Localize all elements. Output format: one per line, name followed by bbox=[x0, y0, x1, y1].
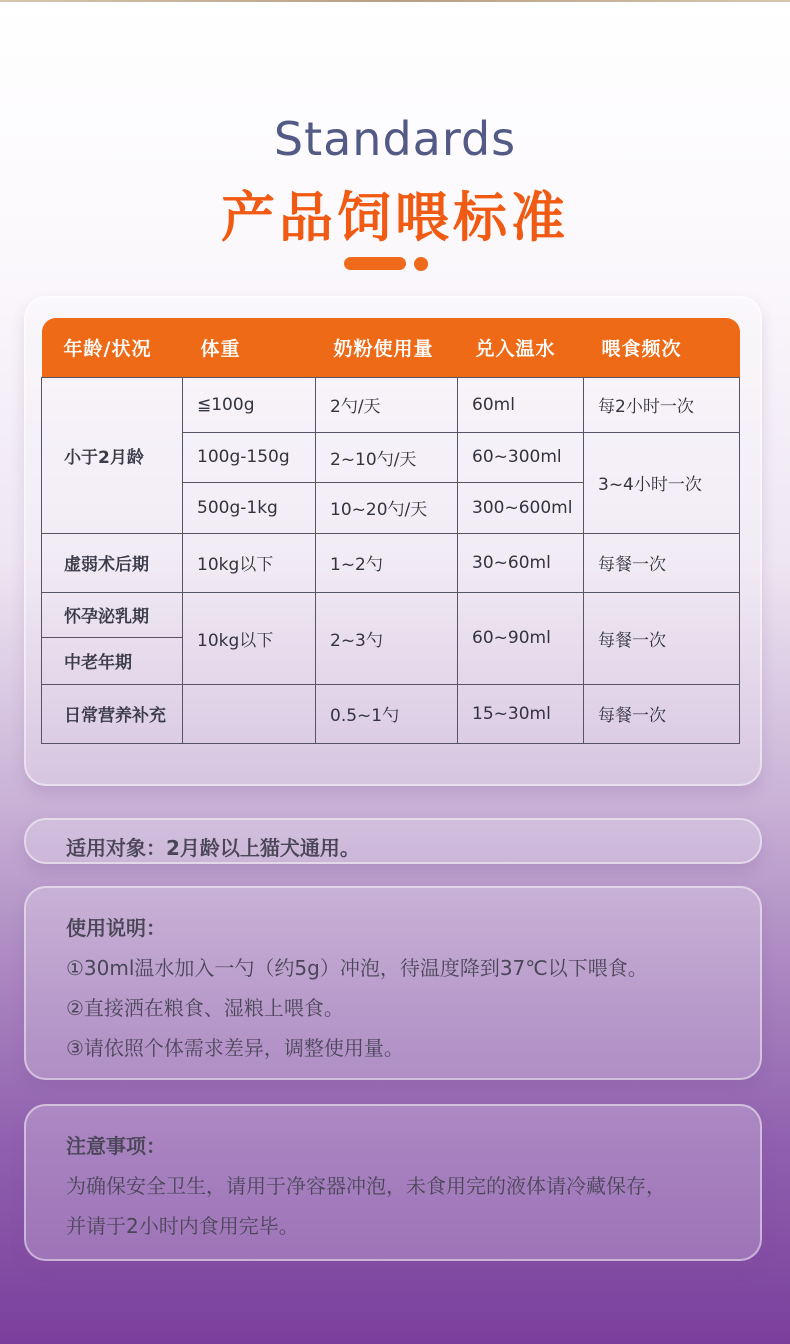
page-title-chinese: 产品饲喂标准 bbox=[221, 186, 569, 249]
cell-frequency: 每餐一次 bbox=[584, 592, 740, 684]
usage-step: ②直接洒在粮食、湿粮上喂食。 bbox=[66, 996, 344, 1020]
cell-amount: 0.5~1勺 bbox=[316, 684, 458, 743]
table-header-row bbox=[42, 318, 740, 377]
cell-category: 虚弱术后期 bbox=[42, 533, 183, 592]
table-row bbox=[42, 684, 740, 743]
table-row bbox=[42, 377, 740, 432]
cell-frequency: 每餐一次 bbox=[584, 684, 740, 743]
cell-amount: 10~20勺/天 bbox=[316, 482, 458, 533]
usage-step: ①30ml温水加入一勺（约5g）冲泡，待温度降到37℃以下喂食。 bbox=[66, 956, 648, 980]
cell-category: 小于2月龄 bbox=[42, 377, 183, 533]
feeding-standards-table bbox=[41, 318, 740, 744]
cell-frequency: 3~4小时一次 bbox=[584, 432, 740, 533]
cell-frequency: 每2小时一次 bbox=[584, 377, 740, 432]
cell-weight: 100g-150g bbox=[183, 432, 316, 482]
header-age-status: 年龄/状况 bbox=[42, 318, 183, 377]
table-row bbox=[42, 533, 740, 592]
cell-amount: 2~10勺/天 bbox=[316, 432, 458, 482]
decorative-bar bbox=[344, 257, 406, 270]
header-feeding-frequency: 喂食频次 bbox=[584, 318, 740, 377]
header-warm-water: 兑入温水 bbox=[458, 318, 584, 377]
notes-line: 并请于2小时内食用完毕。 bbox=[66, 1214, 299, 1238]
notes-title: 注意事项： bbox=[66, 1134, 166, 1158]
cell-water: 30~60ml bbox=[458, 533, 584, 592]
cell-category: 日常营养补充 bbox=[42, 684, 183, 743]
cell-weight: 500g-1kg bbox=[183, 482, 316, 533]
cell-amount: 2~3勺 bbox=[316, 592, 458, 684]
cell-amount: 2勺/天 bbox=[316, 377, 458, 432]
cell-category: 怀孕泌乳期 bbox=[42, 592, 183, 637]
cell-weight: ≦100g bbox=[183, 377, 316, 432]
top-divider-line bbox=[0, 0, 790, 2]
cell-weight: 10kg以下 bbox=[183, 533, 316, 592]
usage-step: ③请依照个体需求差异，调整使用量。 bbox=[66, 1036, 404, 1060]
cell-water: 15~30ml bbox=[458, 684, 584, 743]
cell-frequency: 每餐一次 bbox=[584, 533, 740, 592]
cell-water: 60ml bbox=[458, 377, 584, 432]
header-weight: 体重 bbox=[183, 318, 316, 377]
cell-weight bbox=[183, 684, 316, 743]
page-title-english: Standards bbox=[273, 112, 517, 166]
cell-water: 60~300ml bbox=[458, 432, 584, 482]
cell-category: 中老年期 bbox=[42, 637, 183, 684]
notes-line: 为确保安全卫生，请用于净容器冲泡，未食用完的液体请冷藏保存， bbox=[66, 1174, 666, 1198]
cell-water: 300~600ml bbox=[458, 482, 584, 533]
usage-title: 使用说明： bbox=[66, 916, 166, 940]
table-row bbox=[42, 592, 740, 637]
cell-amount: 1~2勺 bbox=[316, 533, 458, 592]
cell-water: 60~90ml bbox=[458, 592, 584, 684]
header-powder-amount: 奶粉使用量 bbox=[316, 318, 458, 377]
cell-weight: 10kg以下 bbox=[183, 592, 316, 684]
applicable-text: 适用对象：2月龄以上猫犬通用。 bbox=[66, 836, 360, 860]
decorative-dot bbox=[414, 257, 428, 271]
